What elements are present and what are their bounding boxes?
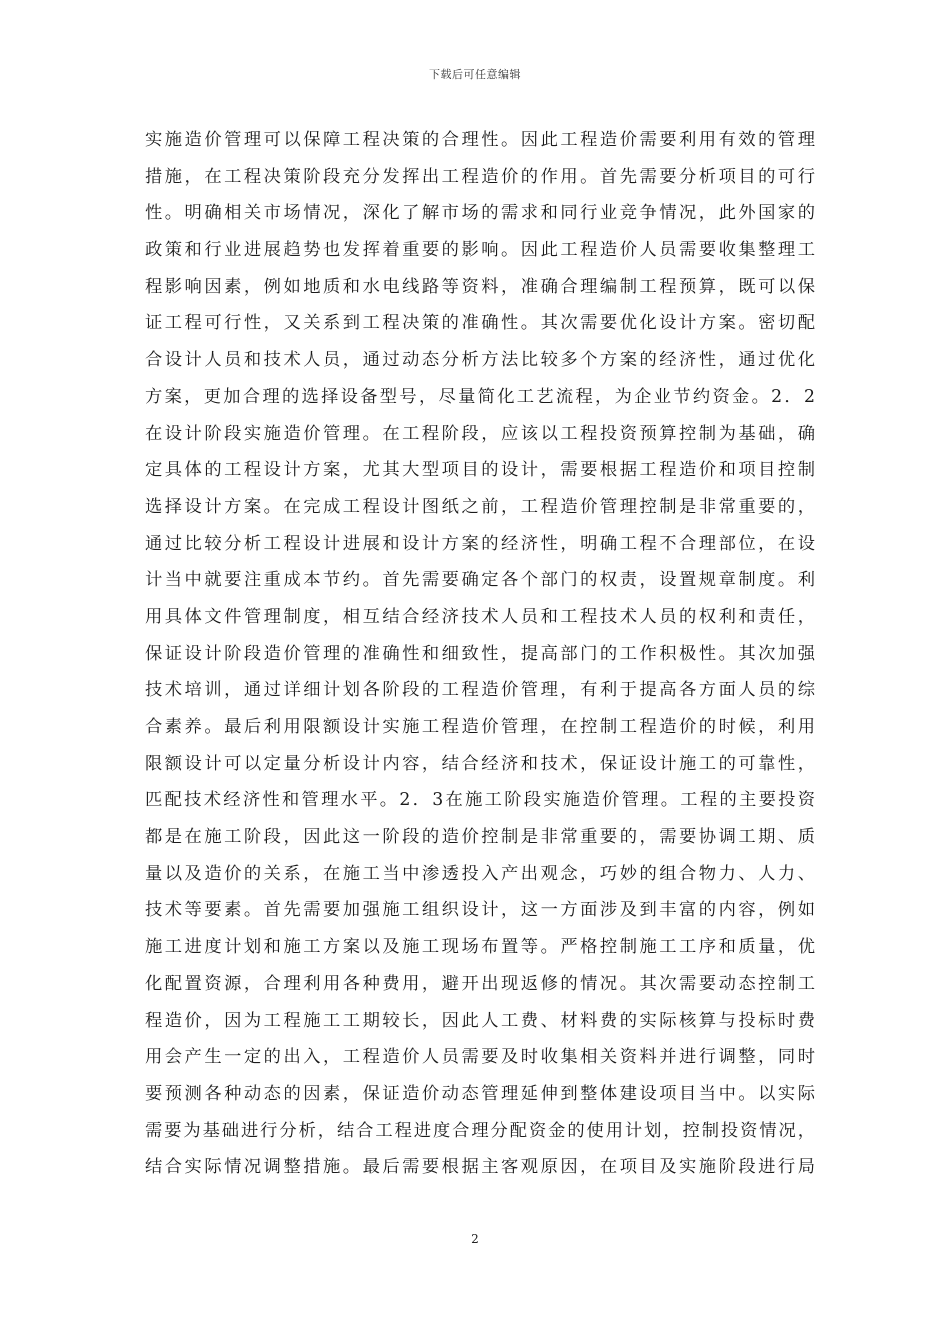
text-line: 在设计阶段实施造价管理。在工程阶段，应该以工程投资预算控制为基础，确 bbox=[145, 423, 815, 444]
text-line: 技术等要素。首先需要加强施工组织设计，这一方面涉及到丰富的内容，例如 bbox=[145, 900, 815, 921]
text-line: 用具体文件管理制度，相互结合经济技术人员和工程技术人员的权利和责任， bbox=[145, 606, 815, 627]
body-text bbox=[145, 122, 815, 1186]
text-line: 保证设计阶段造价管理的准确性和细致性，提高部门的工作积极性。其次加强 bbox=[145, 643, 815, 664]
text-line: 程影响因素，例如地质和水电线路等资料，准确合理编制工程预算，既可以保 bbox=[145, 276, 815, 297]
text-line: 证工程可行性，又关系到工程决策的准确性。其次需要优化设计方案。密切配 bbox=[145, 313, 815, 334]
text-line: 选择设计方案。在完成工程设计图纸之前，工程造价管理控制是非常重要的， bbox=[145, 496, 815, 517]
text-line: 技术培训，通过详细计划各阶段的工程造价管理，有利于提高各方面人员的综 bbox=[145, 680, 815, 701]
text-line: 方案，更加合理的选择设备型号，尽量简化工艺流程，为企业节约资金。2．2 bbox=[145, 386, 815, 407]
text-line: 要预测各种动态的因素，保证造价动态管理延伸到整体建设项目当中。以实际 bbox=[145, 1083, 815, 1104]
text-line: 量以及造价的关系，在施工当中渗透投入产出观念，巧妙的组合物力、人力、 bbox=[145, 863, 815, 884]
text-line: 都是在施工阶段，因此这一阶段的造价控制是非常重要的，需要协调工期、质 bbox=[145, 827, 815, 848]
text-line: 合设计人员和技术人员，通过动态分析方法比较多个方案的经济性，通过优化 bbox=[145, 350, 815, 371]
text-line: 程造价，因为工程施工工期较长，因此人工费、材料费的实际核算与投标时费 bbox=[145, 1010, 815, 1031]
text-line: 结合实际情况调整措施。最后需要根据主客观原因，在项目及实施阶段进行局 bbox=[145, 1157, 815, 1178]
text-line: 计当中就要注重成本节约。首先需要确定各个部门的权责，设置规章制度。利 bbox=[145, 570, 815, 591]
text-line: 施工进度计划和施工方案以及施工现场布置等。严格控制施工工序和质量，优 bbox=[145, 937, 815, 958]
page-number: 2 bbox=[471, 1232, 479, 1246]
text-line: 性。明确相关市场情况，深化了解市场的需求和同行业竞争情况，此外国家的 bbox=[145, 203, 815, 224]
text-line: 限额设计可以定量分析设计内容，结合经济和技术，保证设计施工的可靠性， bbox=[145, 753, 815, 774]
text-line: 通过比较分析工程设计进展和设计方案的经济性，明确工程不合理部位，在设 bbox=[145, 533, 815, 554]
text-line: 化配置资源，合理利用各种费用，避开出现返修的情况。其次需要动态控制工 bbox=[145, 973, 815, 994]
text-line: 政策和行业进展趋势也发挥着重要的影响。因此工程造价人员需要收集整理工 bbox=[145, 240, 815, 261]
text-line: 用会产生一定的出入，工程造价人员需要及时收集相关资料并进行调整，同时 bbox=[145, 1047, 815, 1068]
text-line: 合素养。最后利用限额设计实施工程造价管理，在控制工程造价的时候，利用 bbox=[145, 717, 815, 737]
text-line: 措施，在工程决策阶段充分发挥出工程造价的作用。首先需要分析项目的可行 bbox=[145, 166, 815, 187]
page-header: 下载后可任意编辑 bbox=[429, 68, 521, 81]
text-line: 需要为基础进行分析，结合工程进度合理分配资金的使用计划，控制投资情况， bbox=[145, 1120, 815, 1141]
text-line: 实施造价管理可以保障工程决策的合理性。因此工程造价需要利用有效的管理 bbox=[145, 130, 815, 150]
text-line: 定具体的工程设计方案，尤其大型项目的设计，需要根据工程造价和项目控制 bbox=[145, 460, 815, 481]
text-line: 匹配技术经济性和管理水平。2．3在施工阶段实施造价管理。工程的主要投资 bbox=[145, 790, 815, 811]
